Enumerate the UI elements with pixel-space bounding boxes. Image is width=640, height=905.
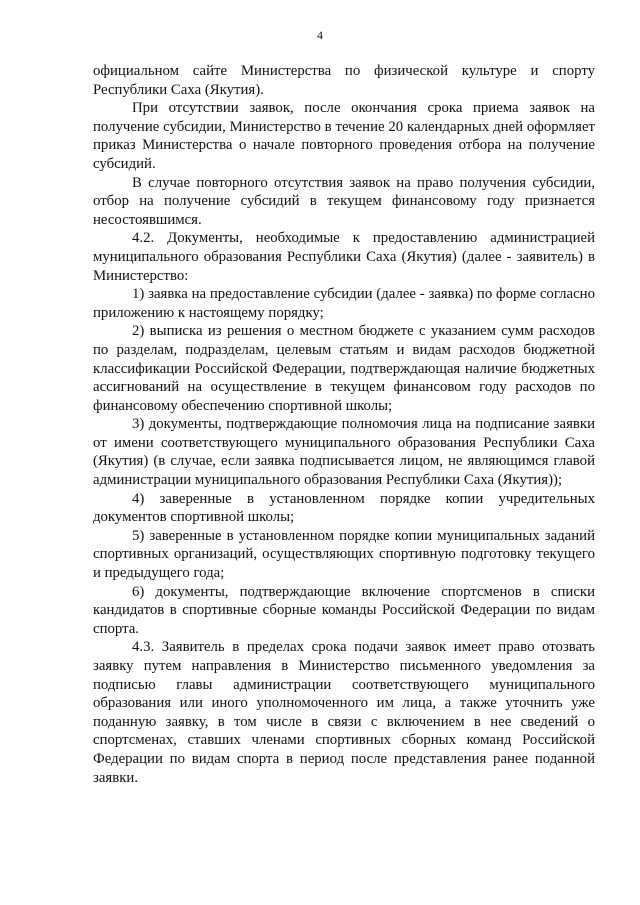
paragraph-section-4-3: 4.3. Заявитель в пределах срока подачи заявок имеет право отозвать заявку путем направления в Министерство письменного уведомления за подписью главы администрации соответствующего муниципального образования или иного уполномоченного им лица, а также уточнить уже поданную заявку, в том числе в связи с включением в нее сведений о спортсменах, ставших членами спортивных сборных команд Российской Федерации по видам спорта в период после представления ранее поданной заявки. — [93, 639, 595, 786]
list-item-3: 3) документы, подтверждающие полномочия лица на подписание заявки от имени соответствующего муниципального образования Республики Саха (Якутия) (в случае, если заявка подписывается лицом, не являющимся главой администрации муниципального образования Республики Саха (Якутия)); — [93, 416, 595, 489]
page-number: 4 — [317, 28, 323, 42]
list-item-6: 6) документы, подтверждающие включение спортсменов в списки кандидатов в спортивные сборные команды Российской Федерации по видам спорта. — [93, 583, 595, 637]
paragraph-section-4-2: 4.2. Документы, необходимые к предоставлению администрацией муниципального образования Республики Саха (Якутия) (далее - заявитель) в Министерство: — [93, 230, 595, 284]
paragraph-repeated-absence: В случае повторного отсутствия заявок на право получения субсидии, отбор на получение субсидий в текущем финансовому году признается несостоявшимся. — [93, 174, 595, 228]
paragraph-no-applications: При отсутствии заявок, после окончания срока приема заявок на получение субсидии, Министерство в течение 20 календарных дней оформляет приказ Министерства о начале повторного проведения отбора на получение субсидий. — [93, 100, 595, 172]
list-item-1: 1) заявка на предоставление субсидии (далее - заявка) по форме согласно приложению к настоящему порядку; — [93, 286, 595, 321]
list-item-2: 2) выписка из решения о местном бюджете с указанием сумм расходов по разделам, подразделам, целевым статьям и видам расходов бюджетной классификации Российской Федерации, подтверждающая наличие бюджетных ассигнований на осуществление в текущем финансовом году расходов по финансовому обеспечению спортивной школы; — [93, 323, 595, 414]
list-item-4: 4) заверенные в установленном порядке копии учредительных документов спортивной школы; — [93, 490, 595, 526]
document-body — [93, 62, 595, 787]
list-item-5: 5) заверенные в установленном порядке копии муниципальных заданий спортивных организаций, осуществляющих спортивную подготовку текущего и предыдущего года; — [93, 527, 595, 582]
paragraph-continuation: официальном сайте Министерства по физической культуре и спорту Республики Саха (Якутия). — [93, 63, 595, 98]
